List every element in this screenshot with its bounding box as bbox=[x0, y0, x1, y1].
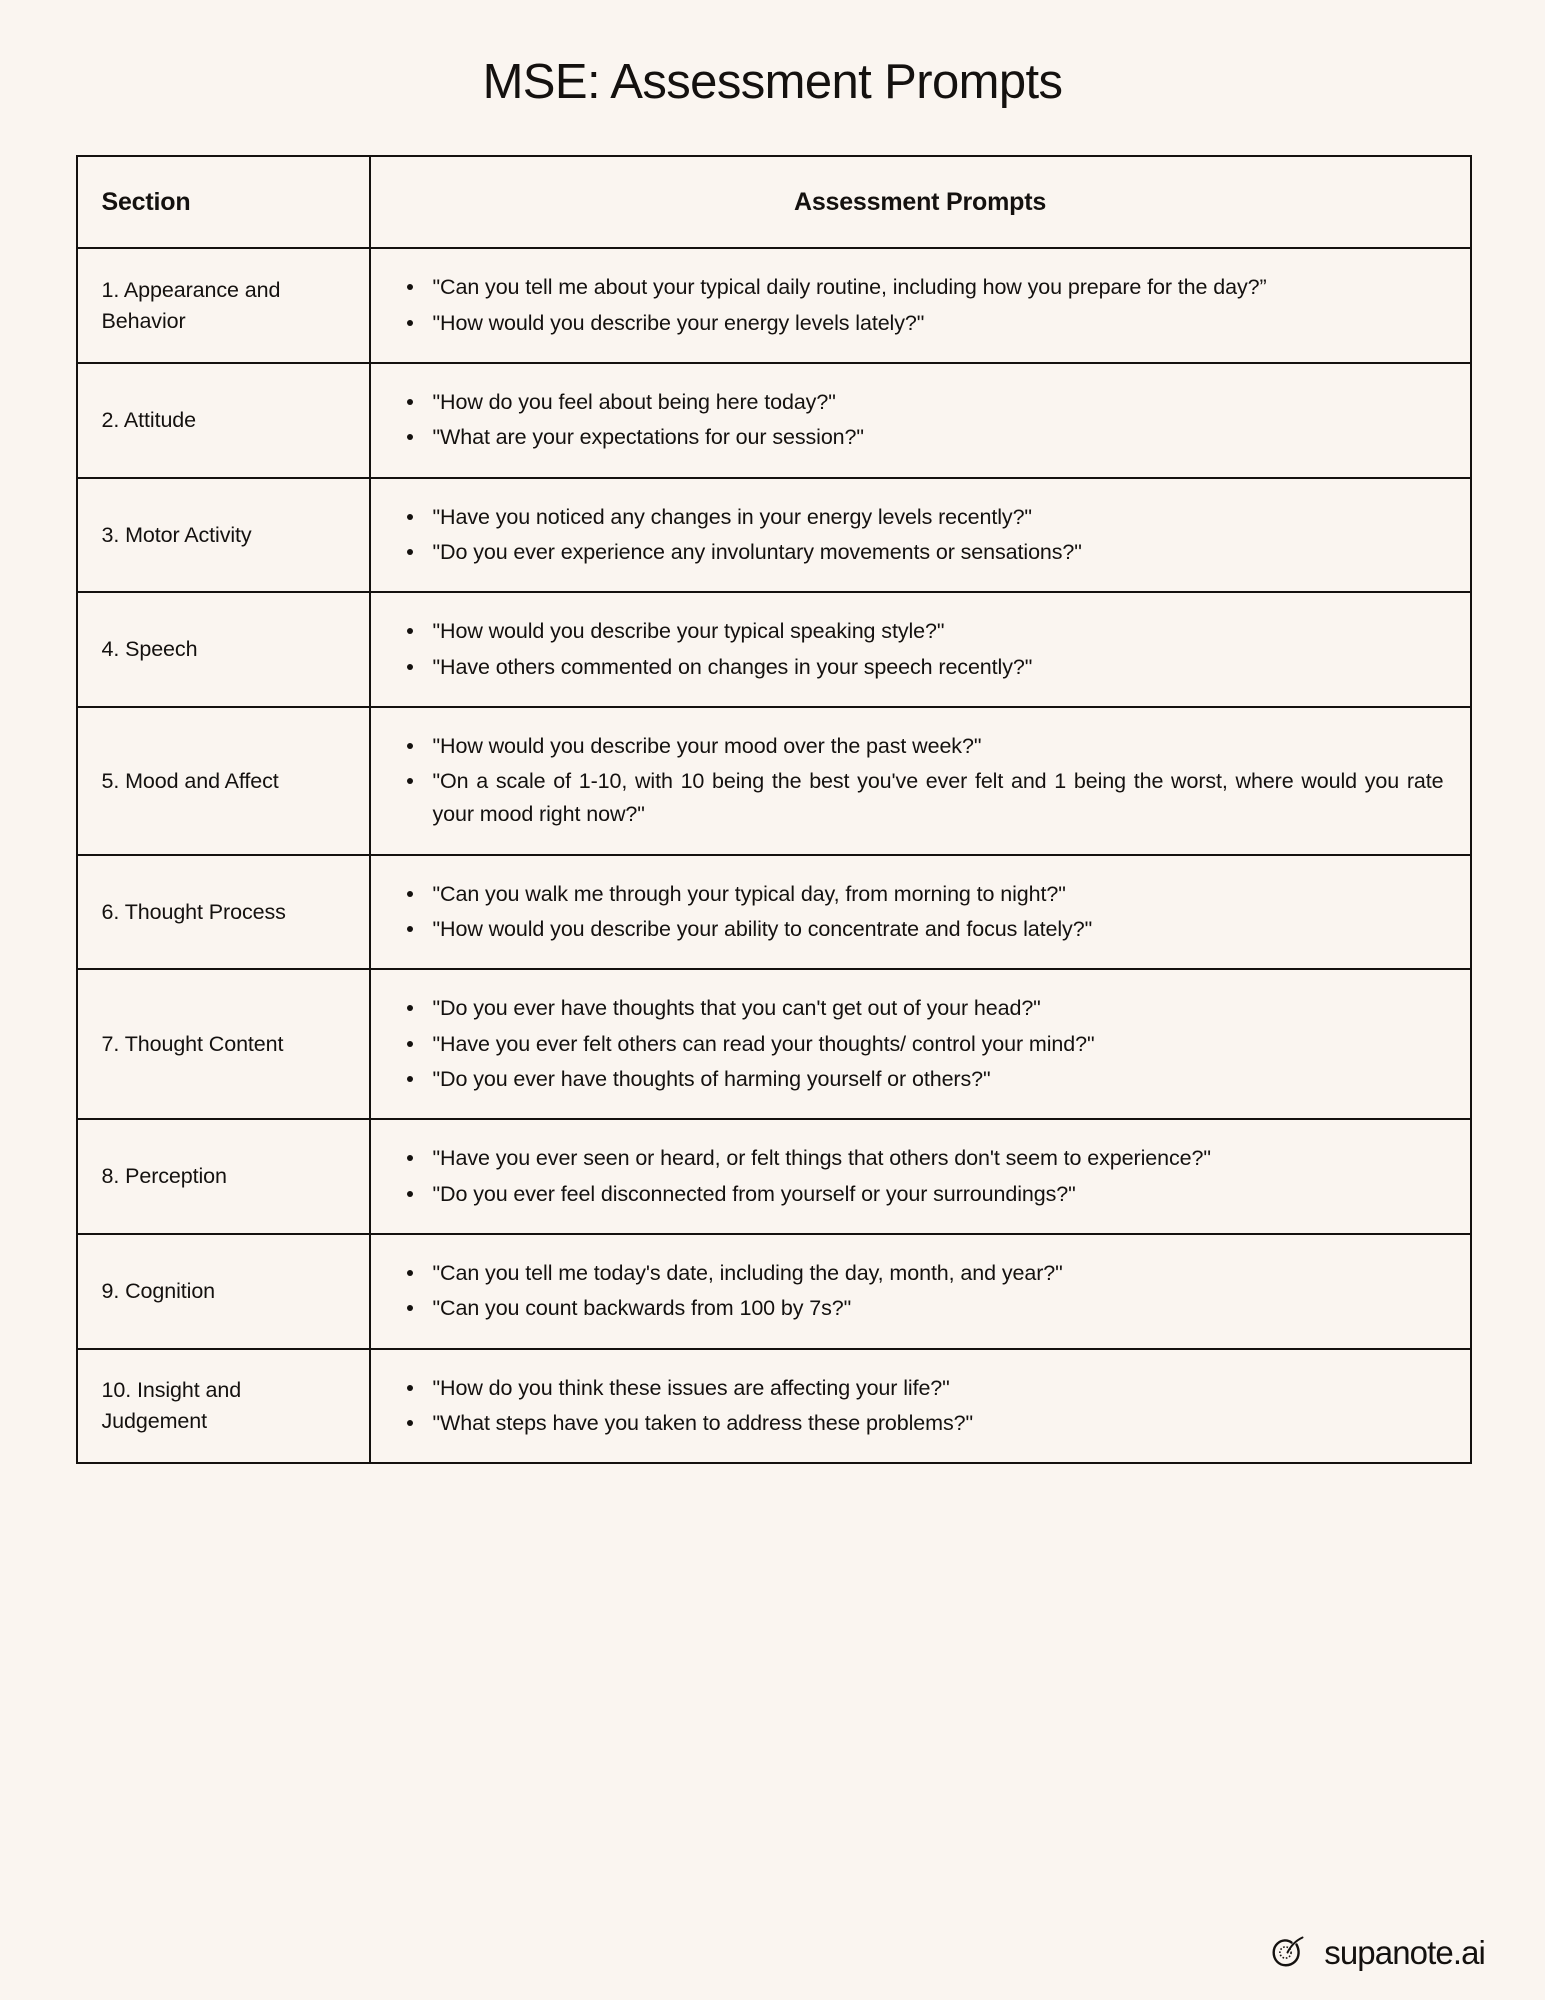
table-row bbox=[77, 363, 1471, 478]
page-title: MSE: Assessment Prompts bbox=[482, 55, 1063, 109]
spiral-logo-icon bbox=[1269, 1930, 1313, 1974]
prompt-item: "Can you tell me today's date, including the day, month, and year?" bbox=[429, 1257, 1444, 1290]
prompt-list bbox=[389, 1372, 1444, 1441]
section-cell: 7. Thought Content bbox=[77, 969, 370, 1119]
prompt-list bbox=[389, 1257, 1444, 1326]
table-row bbox=[77, 707, 1471, 855]
brand-name: supanote.ai bbox=[1324, 1933, 1485, 1971]
prompt-item: "Have others commented on changes in your speech recently?" bbox=[429, 651, 1444, 684]
section-cell: 2. Attitude bbox=[77, 363, 370, 478]
prompts-cell bbox=[370, 1119, 1471, 1234]
section-cell: 8. Perception bbox=[77, 1119, 370, 1234]
prompts-cell bbox=[370, 1234, 1471, 1349]
prompt-item: "Have you ever seen or heard, or felt things that others don't seem to experience?" bbox=[429, 1142, 1444, 1175]
prompts-cell bbox=[370, 592, 1471, 707]
prompt-list bbox=[389, 992, 1444, 1096]
table-row bbox=[77, 1349, 1471, 1464]
table-row bbox=[77, 969, 1471, 1119]
prompt-list bbox=[389, 615, 1444, 684]
prompt-item: "Do you ever feel disconnected from yourself or your surroundings?" bbox=[429, 1178, 1444, 1211]
section-cell: 5. Mood and Affect bbox=[77, 707, 370, 855]
section-cell: 6. Thought Process bbox=[77, 855, 370, 970]
table-row bbox=[77, 855, 1471, 970]
prompts-cell bbox=[370, 478, 1471, 593]
section-cell: 10. Insight and Judgement bbox=[77, 1349, 370, 1464]
section-cell: 9. Cognition bbox=[77, 1234, 370, 1349]
prompt-item: "How would you describe your energy levels lately?" bbox=[429, 307, 1444, 340]
footer-branding bbox=[1269, 1930, 1485, 1974]
prompt-item: "How do you think these issues are affecting your life?" bbox=[429, 1372, 1444, 1405]
prompts-cell bbox=[370, 248, 1471, 363]
prompts-cell bbox=[370, 855, 1471, 970]
table-row bbox=[77, 248, 1471, 363]
table-body bbox=[77, 248, 1471, 1463]
prompt-item: "How would you describe your mood over the past week?" bbox=[429, 730, 1444, 763]
prompt-item: "What steps have you taken to address these problems?" bbox=[429, 1407, 1444, 1440]
prompt-list bbox=[389, 386, 1444, 455]
section-cell: 3. Motor Activity bbox=[77, 478, 370, 593]
prompt-item: "How would you describe your typical speaking style?" bbox=[429, 615, 1444, 648]
table-row bbox=[77, 478, 1471, 593]
prompts-cell bbox=[370, 1349, 1471, 1464]
prompt-item: "Can you tell me about your typical daily routine, including how you prepare for the day?” bbox=[429, 271, 1444, 304]
table-head bbox=[77, 156, 1471, 248]
prompt-item: "Have you noticed any changes in your energy levels recently?" bbox=[429, 501, 1444, 534]
table-header-row bbox=[77, 156, 1471, 248]
prompt-item: "Can you walk me through your typical day, from morning to night?" bbox=[429, 878, 1444, 911]
table-row bbox=[77, 1234, 1471, 1349]
prompt-item: "Have you ever felt others can read your thoughts/ control your mind?" bbox=[429, 1028, 1444, 1061]
prompt-item: "How would you describe your ability to concentrate and focus lately?" bbox=[429, 913, 1444, 946]
prompt-list bbox=[389, 1142, 1444, 1211]
prompt-list bbox=[389, 878, 1444, 947]
prompt-item: "Do you ever have thoughts of harming yourself or others?" bbox=[429, 1063, 1444, 1096]
prompt-item: "Do you ever have thoughts that you can't get out of your head?" bbox=[429, 992, 1444, 1025]
prompts-cell bbox=[370, 363, 1471, 478]
section-cell: 4. Speech bbox=[77, 592, 370, 707]
prompt-list bbox=[389, 271, 1444, 340]
table-row bbox=[77, 1119, 1471, 1234]
prompt-item: "What are your expectations for our session?" bbox=[429, 421, 1444, 454]
prompt-list bbox=[389, 730, 1444, 832]
mse-table-container bbox=[76, 110, 1470, 1464]
prompt-item: "On a scale of 1-10, with 10 being the best you've ever felt and 1 being the worst, where would you rate your mood right now?" bbox=[429, 765, 1444, 832]
prompt-list bbox=[389, 501, 1444, 570]
prompt-item: "Can you count backwards from 100 by 7s?" bbox=[429, 1292, 1444, 1325]
mse-assessment-table bbox=[76, 155, 1472, 1464]
column-header-section: Section bbox=[77, 156, 370, 248]
prompts-cell bbox=[370, 707, 1471, 855]
section-cell: 1. Appearance and Behavior bbox=[77, 248, 370, 363]
prompt-item: "Do you ever experience any involuntary movements or sensations?" bbox=[429, 536, 1444, 569]
column-header-prompts: Assessment Prompts bbox=[370, 156, 1471, 248]
prompts-cell bbox=[370, 969, 1471, 1119]
table-row bbox=[77, 592, 1471, 707]
prompt-item: "How do you feel about being here today?" bbox=[429, 386, 1444, 419]
